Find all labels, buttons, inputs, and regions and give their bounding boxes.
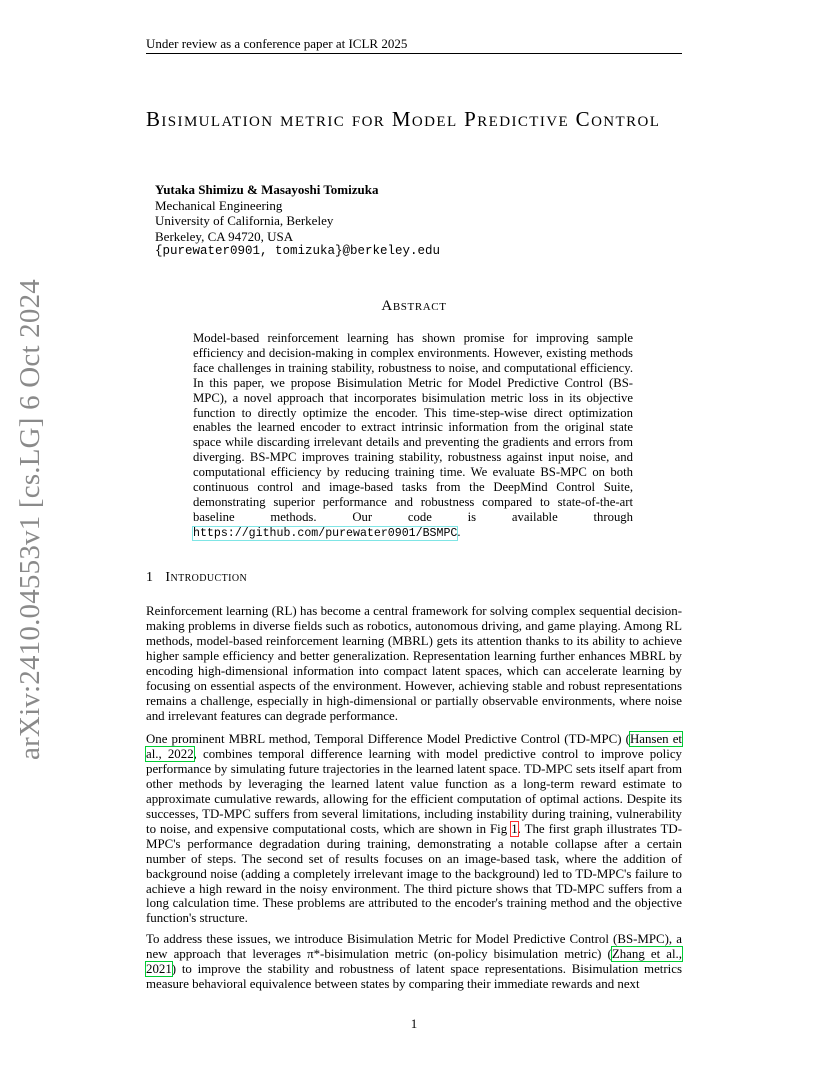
abstract-body bbox=[193, 331, 633, 542]
section-number: 1 bbox=[146, 570, 154, 585]
figure-ref-1[interactable]: 1 bbox=[511, 821, 518, 836]
section-title: Introduction bbox=[165, 570, 248, 585]
section-heading-introduction bbox=[146, 570, 247, 586]
paragraph-2-text-a: One prominent MBRL method, Temporal Difference Model Predictive Control (TD-MPC) bbox=[146, 732, 626, 746]
intro-paragraph-1: Reinforcement learning (RL) has become a central framework for solving complex sequential decision-making problems in diverse fields such as robotics, autonomous driving, and game playing. Among RL methods, model-based reinforcement learning (MBRL) gets its attention thanks to its ability to achieve higher sample efficiency and better generalization. Representation learning further enhances MBRL by encoding high-dimensional information into compact latent spaces, which can accelerate learning by focusing on essential aspects of the environment. However, achieving stable and robust representations remains a challenge, especially in high-dimensional or partially observable environments, where noise and irrelevant features can degrade performance. bbox=[146, 604, 682, 723]
paper-title: Bisimulation metric for Model Predictive Control bbox=[146, 107, 661, 131]
intro-paragraph-3: To address these issues, we introduce Bisimulation Metric for Model Predictive Control (BS-MPC), a new approach that leverages π*-bisimulation metric (on-policy bisimulation metric) (Zhang et al., 2021) to improve the stability and robustness of latent space representations. Bisimulation metrics measure behavioral equivalence between states by comparing their immediate rewards and next bbox=[146, 932, 682, 991]
author-names: Yutaka Shimizu & Masayoshi Tomizuka bbox=[155, 182, 379, 197]
header-rule bbox=[146, 53, 682, 54]
abstract-text: Model-based reinforcement learning has shown promise for improving sample efficiency and decision-making in complex environments. However, existing methods face challenges in training stability, robustness to noise, and computational efficiency. In this paper, we propose Bisimulation Metric for Model Predictive Control (BS-MPC), a novel approach that incorporates bisimulation metric loss in its objective function to directly optimize the encoder. This time-step-wise direct optimization enables the learned encoder to extract intrinsic information from the original state space while discarding irrelevant details and preventing the gradients and errors from diverging. BS-MPC improves training stability, robustness against input noise, and computational efficiency by reducing training time. We evaluate BS-MPC on both continuous control and image-based tasks from the DeepMind Control Suite, demonstrating superior performance and robustness compared to state-of-the-art baseline methods. Our code is available through bbox=[193, 331, 633, 524]
abstract-heading: Abstract bbox=[381, 298, 447, 314]
abstract-end: . bbox=[457, 524, 461, 539]
arxiv-side-stamp: arXiv:2410.04553v1 [cs.LG] 6 Oct 2024 bbox=[14, 279, 46, 760]
code-url-link[interactable]: https://github.com/purewater0901/BSMPC bbox=[193, 526, 458, 540]
author-department: Mechanical Engineering bbox=[155, 197, 283, 213]
page-number: 1 bbox=[410, 1016, 418, 1031]
author-email: {purewater0901, tomizuka}@berkeley.edu bbox=[155, 244, 441, 258]
paragraph-3-text-a: To address these issues, we introduce Bisimulation Metric for Model Predictive Control (BS-MPC), a new approach that leverages π*-bisimulation metric (on-policy bisimulation metric) bbox=[146, 932, 682, 961]
citation-zhang-2021[interactable]: Zhang et al., 2021 bbox=[146, 946, 682, 976]
citation-hansen-2022[interactable]: Hansen et al., 2022 bbox=[146, 732, 682, 761]
author-university: University of California, Berkeley bbox=[155, 213, 334, 228]
paragraph-3-text-b: to improve the stability and robustness of latent space representations. Bisimulation metrics measure behavioral equivalence between states by comparing their immediate rewards and next bbox=[146, 961, 682, 991]
paragraph-2-text-b: , combines temporal difference learning with model predictive control to improve policy performance by simulating future trajectories in the learned latent space. TD-MPC sets itself apart from other methods by leveraging the learned latent value function as a long-term reward estimate to approximate cumulative rewards, allowing for the efficient computation of optimal actions. Despite its successes, TD-MPC suffers from several limitations, including instability during training, vulnerability to noise, and expensive computational costs, which are shown in Fig bbox=[146, 746, 682, 836]
author-address: Berkeley, CA 94720, USA bbox=[155, 228, 294, 244]
paragraph-2-text-c: . The first graph illustrates TD-MPC's performance degradation during training, demonstrating a notable collapse after a certain number of steps. The second set of results focuses on an image-based task, where the addition of background noise (adding a completely irrelevant image to the background) led to TD-MPC's failure to achieve a high reward in the noisy environment. The third picture shows that TD-MPC suffers from a long calculation time. These problems are attributed to the encoder's training method and the objective function's structure. bbox=[146, 821, 683, 926]
running-header: Under review as a conference paper at ICLR 2025 bbox=[146, 36, 408, 51]
intro-paragraph-2: One prominent MBRL method, Temporal Difference Model Predictive Control (TD-MPC) (Hansen et al., 2022, combines temporal difference learning with model predictive control to improve policy performance by simulating future trajectories in the learned latent space. TD-MPC sets itself apart from other methods by leveraging the learned latent value function as a long-term reward estimate to approximate cumulative rewards, allowing for the efficient computation of optimal actions. Despite its successes, TD-MPC suffers from several limitations, including instability during training, vulnerability to noise, and expensive computational costs, which are shown in Fig 1. The first graph illustrates TD-MPC's performance degradation during training, demonstrating a notable collapse after a certain number of steps. The second set of results focuses on an image-based task, where the addition of background noise (adding a completely irrelevant image to the background) led to TD-MPC's failure to achieve a high reward in the noisy environment. The third picture shows that TD-MPC suffers from a long calculation time. These problems are attributed to the encoder's training method and the objective function's structure. bbox=[146, 732, 683, 926]
author-block bbox=[155, 182, 575, 260]
